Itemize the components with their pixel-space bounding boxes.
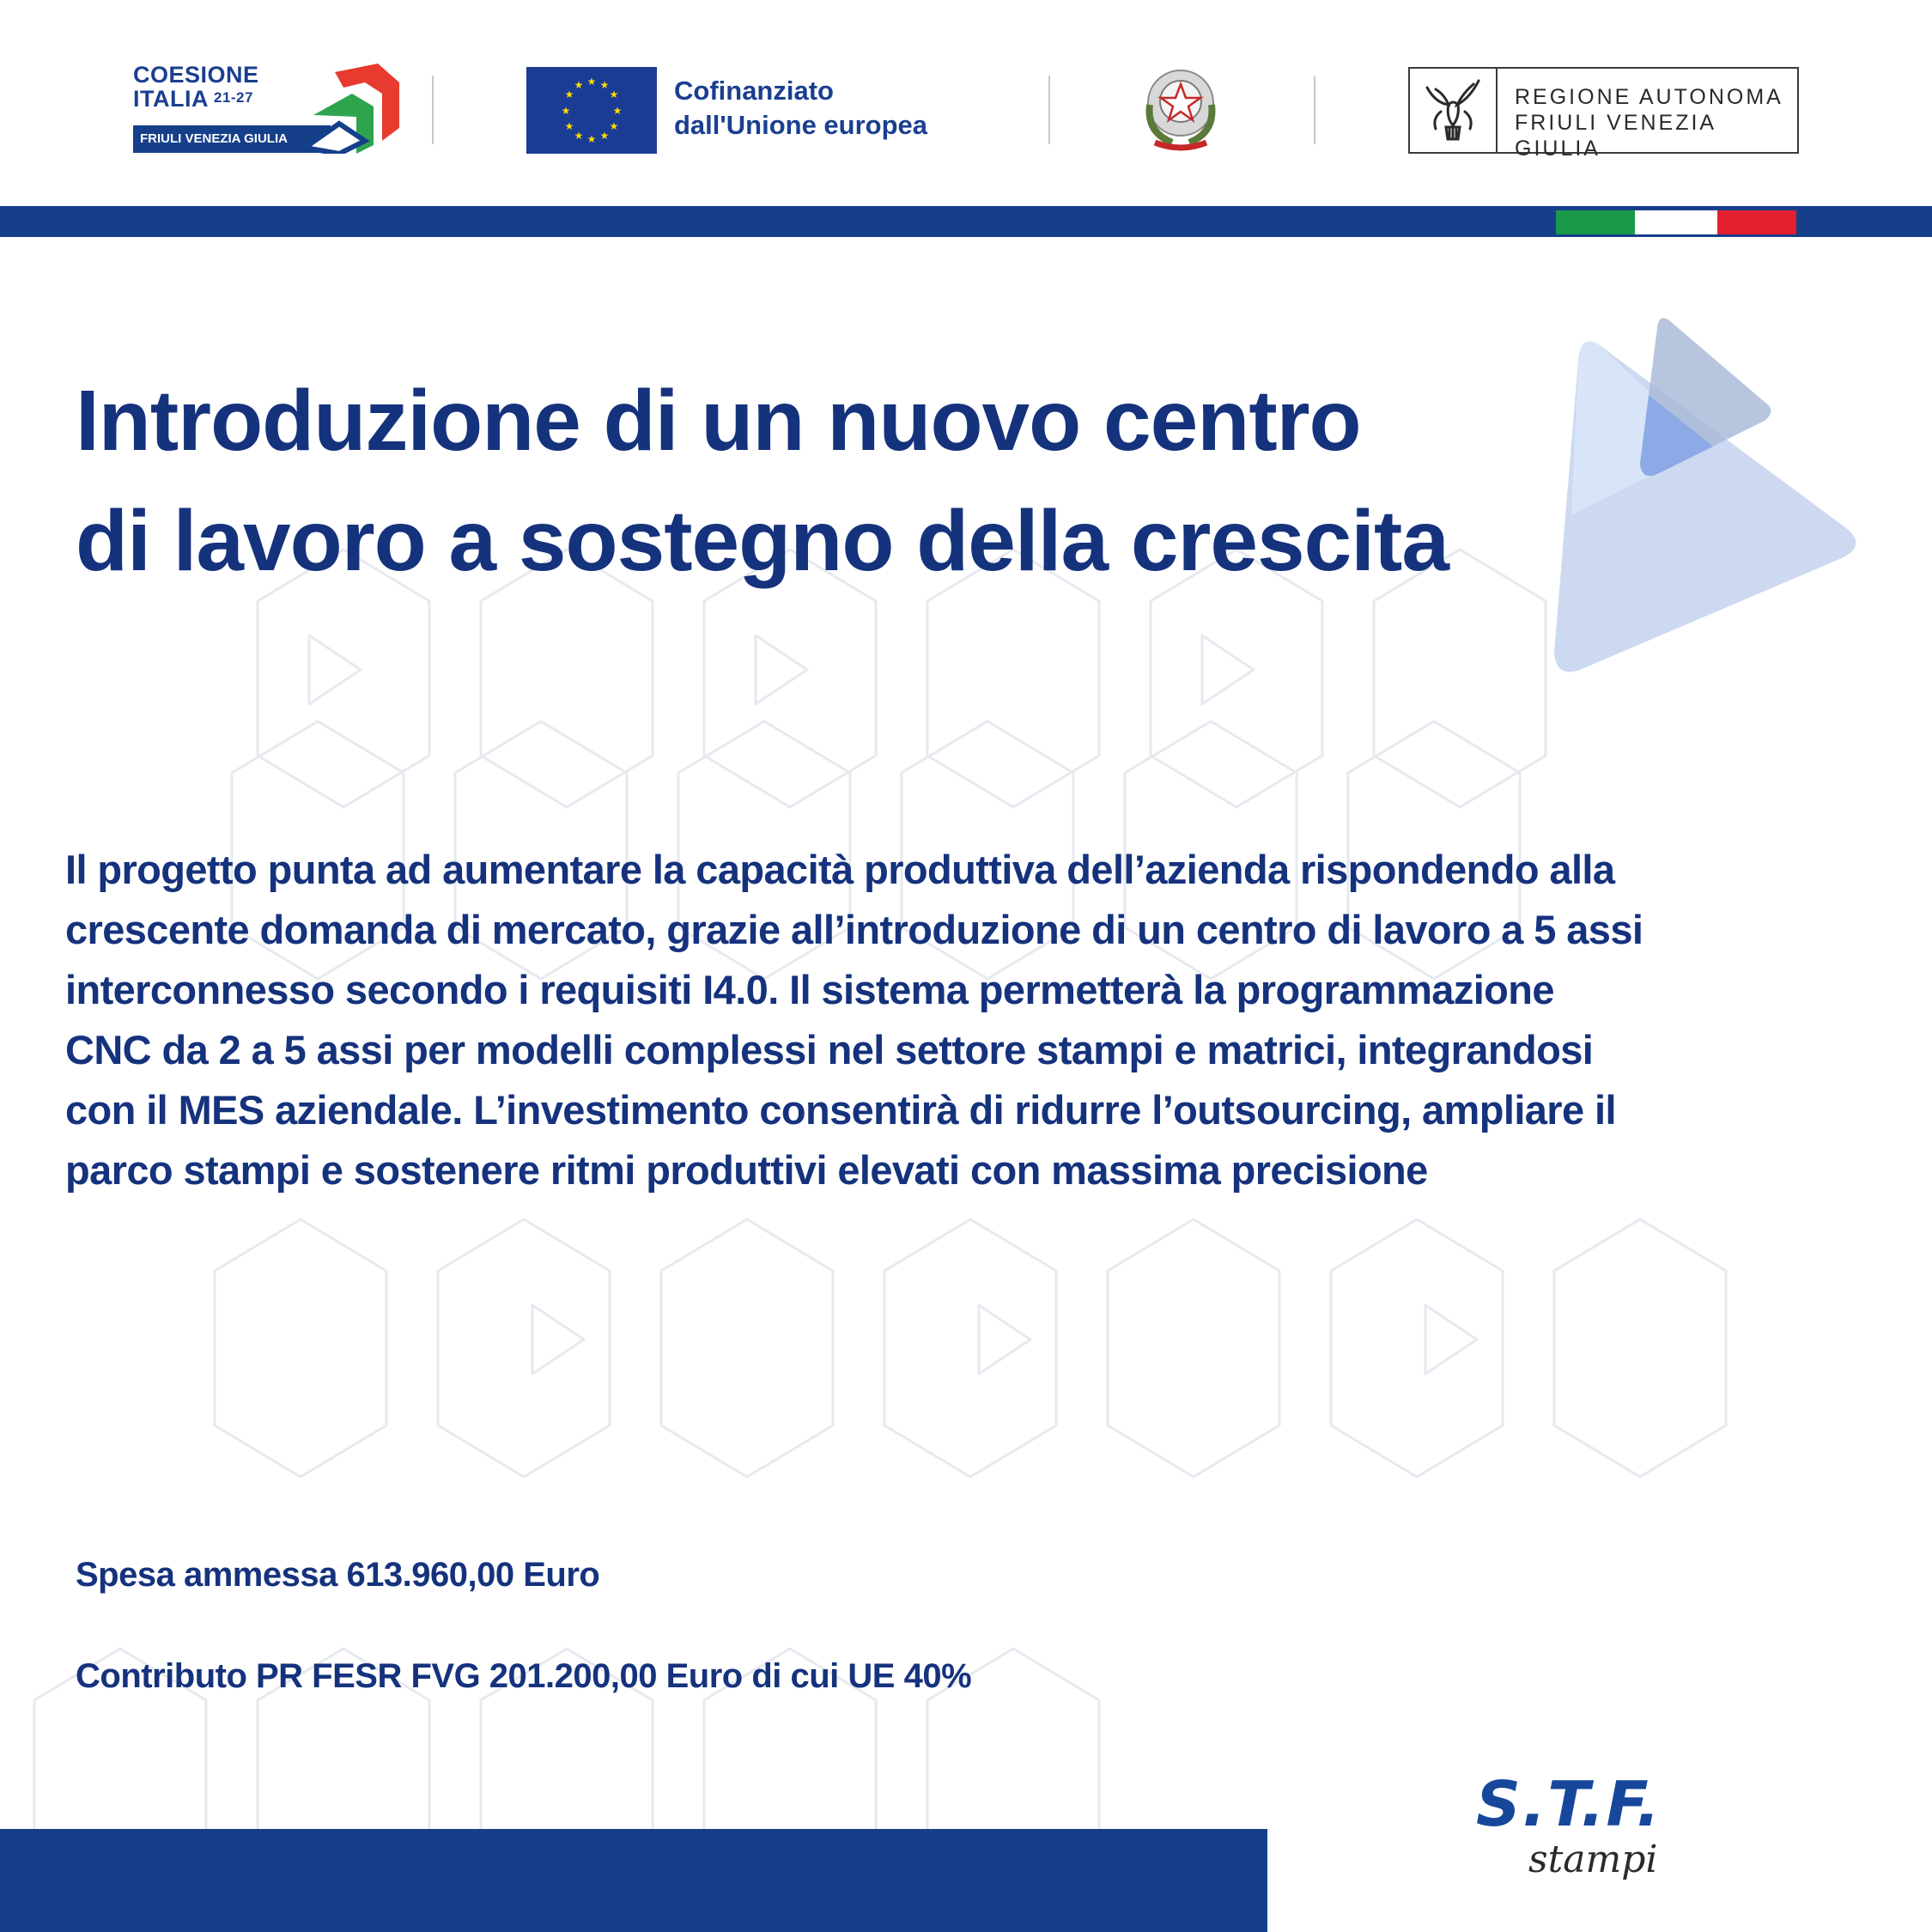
contribution-amount: Contributo PR FESR FVG 201.200,00 Euro di cui UE 40% <box>76 1657 972 1695</box>
svg-text:★: ★ <box>586 133 597 145</box>
coesione-arrow-icon <box>305 64 399 154</box>
svg-text:★: ★ <box>564 120 574 132</box>
header-divider <box>1314 76 1315 144</box>
description-line: interconnesso secondo i requisiti I4.0. Il sistema permetterà la programmazione <box>65 967 1554 1012</box>
italian-flag-green <box>1556 210 1635 234</box>
coesione-line2 <box>133 86 253 112</box>
description-line: CNC da 2 a 5 assi per modelli complessi nel settore stampi e matrici, integrandosi <box>65 1027 1594 1072</box>
coesione-italia-logo <box>133 62 399 161</box>
eu-cofinanced-text <box>674 74 927 143</box>
eu-line1: Cofinanziato <box>674 76 834 106</box>
coesione-line1: COESIONE <box>133 62 259 88</box>
coesione-italia-text: ITALIA <box>133 86 209 112</box>
regione-line1: REGIONE AUTONOMA <box>1515 85 1783 109</box>
header-divider <box>1048 76 1050 144</box>
svg-text:★: ★ <box>586 76 597 88</box>
stf-brand: S.T.F. <box>1476 1768 1662 1840</box>
decorative-triangles-icon <box>1546 309 1872 687</box>
svg-text:★: ★ <box>574 130 584 142</box>
eu-line2: dall'Unione europea <box>674 110 928 140</box>
svg-text:★: ★ <box>609 88 619 100</box>
description-line: con il MES aziendale. L’investimento consentirà di ridurre l’outsourcing, ampliare il <box>65 1087 1616 1133</box>
svg-text:★: ★ <box>561 105 571 117</box>
header <box>0 0 1932 206</box>
title-line2: di lavoro a sostegno della crescita <box>76 493 1449 589</box>
title-line1: Introduzione di un nuovo centro <box>76 373 1361 469</box>
svg-text:★: ★ <box>599 79 610 91</box>
italian-republic-emblem-icon <box>1138 64 1224 155</box>
description-line: Il progetto punta ad aumentare la capacità produttiva dell’azienda rispondendo alla <box>65 847 1615 892</box>
coesione-band: FRIULI VENEZIA GIULIA <box>133 125 331 153</box>
footer-bar <box>0 1829 1267 1932</box>
svg-text:★: ★ <box>609 120 619 132</box>
regione-fvg-logo <box>1408 67 1799 161</box>
regione-name <box>1515 84 1797 161</box>
page-title <box>76 361 1535 601</box>
italian-flag-white <box>1635 210 1717 234</box>
description-line: parco stampi e sostenere ritmi produttivi elevati con massima precisione <box>65 1147 1428 1193</box>
eu-flag-icon <box>526 67 657 154</box>
svg-text:★: ★ <box>599 130 610 142</box>
svg-text:★: ★ <box>612 105 623 117</box>
regione-line2: FRIULI VENEZIA GIULIA <box>1515 111 1716 161</box>
description-line: crescente domanda di mercato, grazie all’introduzione di un centro di lavoro a 5 assi <box>65 907 1643 952</box>
header-divider <box>432 76 434 144</box>
stf-stampi-logo <box>1473 1768 1687 1893</box>
project-description <box>65 840 1783 1200</box>
eagle-icon <box>1410 69 1498 152</box>
stf-script: stampi <box>1528 1838 1658 1881</box>
eligible-expense: Spesa ammessa 613.960,00 Euro <box>76 1556 600 1594</box>
svg-text:★: ★ <box>574 79 584 91</box>
svg-text:★: ★ <box>564 88 574 100</box>
italian-flag-red <box>1717 210 1796 234</box>
coesione-years: 21-27 <box>213 89 253 106</box>
